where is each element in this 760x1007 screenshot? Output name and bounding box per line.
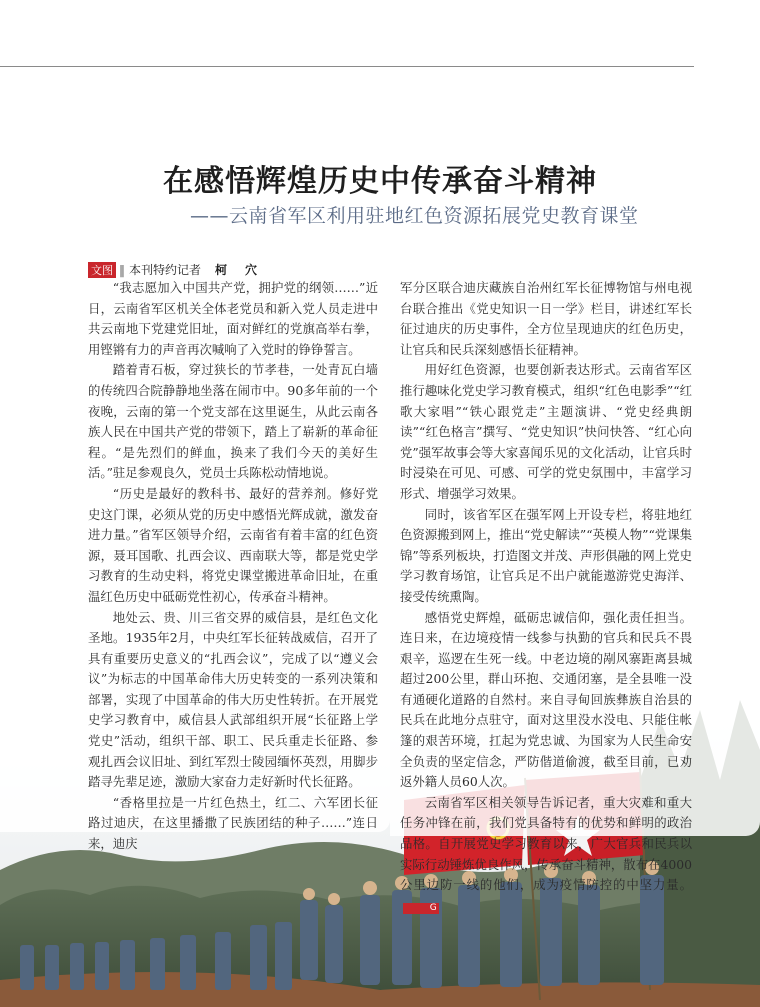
byline-role: 本刊特约记者: [129, 263, 202, 277]
paragraph: 感悟党史辉煌，砥砺忠诚信仰，强化责任担当。连日来，在边境疫情一线参与执勤的官兵和民兵不畏艰辛，巡逻在生死一线。中老边境的剐风寨距离县城超过200公里，群山环抱、交通闭塞，是全县唯一没有通硬化道路的自然村。来自寻甸回族彝族自治县的民兵在此地分点驻守，面对这里没水没电、只能住帐篷的艰苦环境，扛起为党忠诚、为国家为人民生命安全负责的坚定信念，严防偕道偷渡，截至目前，已劝返外籍人员60人次。: [400, 609, 692, 790]
article-subtitle: ——云南省军区利用驻地红色资源拓展党史教育课堂: [190, 205, 639, 227]
paragraph: 地处云、贵、川三省交界的威信县，是红色文化圣地。1935年2月，中央红军长征转战威信，召开了具有重要历史意义的“扎西会议”，完成了以“遵义会议”为标志的中国革命伟大历史转变的一系列决策和部署，实现了中国革命的伟大历史性转折。在开展党史学习教育中，威信县人武部组织开展“长征路上学党史”活动，组织干部、职工、民兵重走长征路、参观扎西会议旧址、到红军烈士陵园缅怀英烈，用脚步踏寻先辈足迹，激励大家奋力走好新时代长征路。: [88, 609, 378, 790]
paragraph: 军分区联合迪庆藏族自治州红军长征博物馆与州电视台联合推出《党史知识一日一学》栏目，讲述红军长征过迪庆的历史事件，全方位呈现迪庆的红色历史，让官兵和民兵深刻感悟长征精神。: [400, 280, 692, 357]
top-rule: [0, 66, 694, 67]
right-column: [400, 278, 692, 916]
article-title: 在感悟辉煌历史中传承奋斗精神: [163, 164, 597, 199]
paragraph: 同时，该省军区在强军网上开设专栏，将驻地红色资源搬到网上，推出“党史解读”“英模人物”“党课集锦”等系列板块，打造图文并茂、声形俱融的网上党史学习教育场馆，让官兵足不出户就能遨游党史海洋、接受传统熏陶。: [400, 506, 692, 604]
end-mark: G: [403, 903, 439, 914]
byline-separator: ‖: [119, 262, 125, 277]
paragraph: 踏着青石板，穿过狭长的节孝巷，一处青瓦白墙的传统四合院静静地坐落在闹市中。90多年前的一个夜晚，云南的第一个党支部在这里诞生，从此云南各族人民在中国共产党的带领下，踏上了崭新的革命征程。“是先烈们的鲜血，换来了我们今天的美好生活。”驻足参观良久，党员士兵陈松动情地说。: [88, 362, 378, 481]
byline-author: 柯 穴: [215, 263, 261, 277]
paragraph-last: [400, 793, 692, 917]
paragraph: “香格里拉是一片红色热土，红二、六军团长征路过迪庆，在这里播撒了民族团结的种子……”连日来，迪庆: [88, 794, 378, 852]
paragraph-text: 云南省军区相关领导告诉记者，重大灾难和重大任务冲锋在前，我们党具备特有的优势和鲜明的政治品格。自开展党史学习教育以来，广大官兵和民兵以实际行动锤炼优良作风，传承奋斗精神，散布在4000公里边防一线的他们，成为疫情防控的中坚力量。: [400, 794, 692, 893]
paragraph: “历史是最好的教科书、最好的营养剂。修好党史这门课，必须从党的历史中感悟光辉成就，激发奋进力量。”省军区领导介绍，云南省有着丰富的红色资源，聂耳国歌、扎西会议、西南联大等，都是党史学习教育的生动史料，将党史课堂搬进革命旧址，在重温红色历史中砥砺党性初心，传承奋斗精神。: [88, 485, 378, 604]
byline: [88, 261, 260, 278]
paragraph: 用好红色资源，也要创新表达形式。云南省军区推行趣味化党史学习教育模式，组织“红色电影季”“红歌大家唱”“铁心跟党走”主题演讲、“党史经典朗读”“红色格言”撰写、“党史知识”快问快答、“红心向党”强军故事会等大家喜闻乐见的文化活动，让官兵时时浸染在可见、可感、可学的党史氛围中，丰富学习形式、增强学习效果。: [400, 362, 692, 501]
left-column: [88, 278, 378, 855]
paragraph: “我志愿加入中国共产党，拥护党的纲领……”近日，云南省军区机关全体老党员和新入党人员走进中共云南地下党建党旧址，面对鲜红的党旗高举右拳，用铿锵有力的声音再次喊响了入党时的铮铮誓言。: [88, 280, 378, 357]
tag-label: 文图: [88, 262, 116, 278]
